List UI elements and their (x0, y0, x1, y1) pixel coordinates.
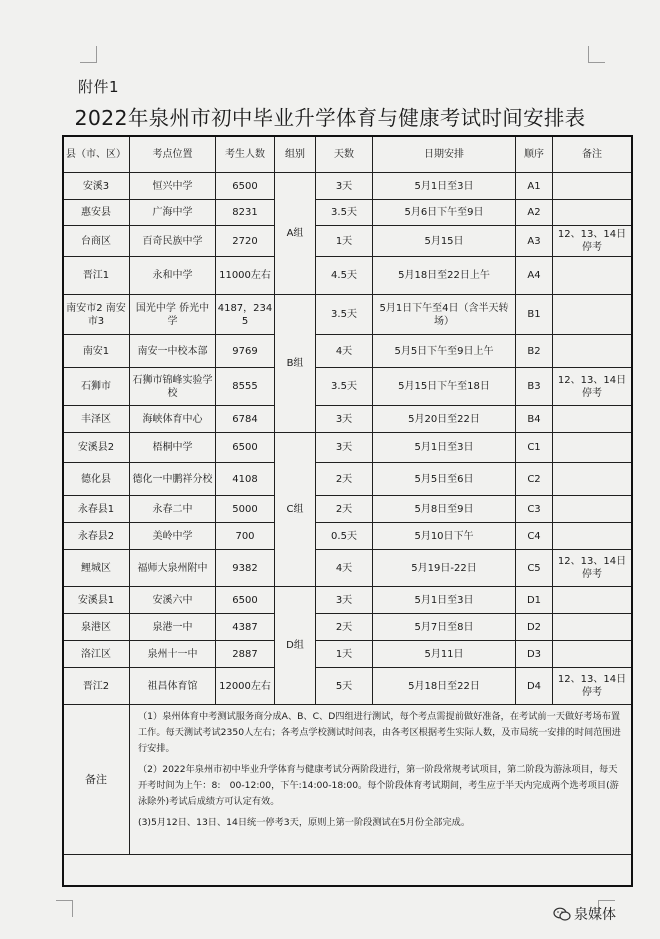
watermark (553, 904, 616, 924)
cell-days: 3.5天 (316, 295, 373, 335)
table-row (63, 641, 632, 668)
table-row (63, 368, 632, 406)
cell-dates: 5月10日下午 (373, 523, 516, 550)
table-row (63, 433, 632, 463)
cell-days: 2天 (316, 614, 373, 641)
cell-order: D1 (516, 587, 553, 614)
cell-remark: 12、13、14日停考 (553, 368, 632, 406)
cell-remark (553, 200, 632, 226)
notes-label: 备注 (63, 705, 130, 855)
cell-order: B3 (516, 368, 553, 406)
table-row (63, 335, 632, 368)
cell-dates: 5月18日至22日 (373, 668, 516, 705)
header-days: 天数 (316, 136, 373, 173)
cell-count: 2720 (216, 226, 275, 257)
cell-days: 3天 (316, 433, 373, 463)
cell-site: 永和中学 (130, 257, 216, 295)
watermark-text: 泉媒体 (574, 907, 616, 923)
cell-days: 3天 (316, 587, 373, 614)
cell-group: B组 (275, 295, 316, 433)
crop-mark-top-left (80, 46, 97, 63)
cell-site: 恒兴中学 (130, 173, 216, 200)
table-row (63, 463, 632, 496)
cell-count: 6500 (216, 173, 275, 200)
cell-dates: 5月5日至6日 (373, 463, 516, 496)
cell-order: B4 (516, 406, 553, 433)
cell-remark (553, 641, 632, 668)
cell-remark (553, 523, 632, 550)
cell-county: 泉港区 (63, 614, 130, 641)
cell-count: 2887 (216, 641, 275, 668)
cell-dates: 5月19日-22日 (373, 550, 516, 587)
notes-row (63, 705, 632, 855)
cell-county: 德化县 (63, 463, 130, 496)
cell-days: 2天 (316, 496, 373, 523)
cell-count: 8555 (216, 368, 275, 406)
cell-remark (553, 587, 632, 614)
header-site: 考点位置 (130, 136, 216, 173)
cell-days: 0.5天 (316, 523, 373, 550)
cell-dates: 5月5日下午至9日上午 (373, 335, 516, 368)
cell-remark (553, 335, 632, 368)
cell-dates: 5月1日至3日 (373, 173, 516, 200)
cell-remark (553, 463, 632, 496)
cell-remark (553, 433, 632, 463)
cell-dates: 5月1日至3日 (373, 587, 516, 614)
table-row (63, 614, 632, 641)
cell-order: D3 (516, 641, 553, 668)
cell-county: 永春县2 (63, 523, 130, 550)
cell-site: 百奇民族中学 (130, 226, 216, 257)
cell-days: 5天 (316, 668, 373, 705)
cell-dates: 5月7日至8日 (373, 614, 516, 641)
cell-site: 海峡体育中心 (130, 406, 216, 433)
table-row (63, 200, 632, 226)
table-row (63, 257, 632, 295)
cell-remark (553, 173, 632, 200)
table-row (63, 226, 632, 257)
cell-remark: 12、13、14日停考 (553, 226, 632, 257)
cell-site: 福师大泉州附中 (130, 550, 216, 587)
cell-county: 丰泽区 (63, 406, 130, 433)
cell-count: 11000左右 (216, 257, 275, 295)
cell-group: A组 (275, 173, 316, 295)
cell-order: C1 (516, 433, 553, 463)
cell-days: 4天 (316, 335, 373, 368)
header-dates: 日期安排 (373, 136, 516, 173)
cell-remark: 12、13、14日停考 (553, 550, 632, 587)
cell-site: 广海中学 (130, 200, 216, 226)
cell-remark (553, 295, 632, 335)
cell-order: C2 (516, 463, 553, 496)
cell-count: 8231 (216, 200, 275, 226)
header-count: 考生人数 (216, 136, 275, 173)
table-row (63, 668, 632, 705)
cell-order: D4 (516, 668, 553, 705)
cell-county: 台商区 (63, 226, 130, 257)
header-group: 组别 (275, 136, 316, 173)
cell-dates: 5月18日至22日上午 (373, 257, 516, 295)
cell-site: 泉州十一中 (130, 641, 216, 668)
table-row (63, 295, 632, 335)
notes-content (130, 705, 632, 855)
cell-county: 晋江2 (63, 668, 130, 705)
cell-days: 3.5天 (316, 200, 373, 226)
cell-days: 4.5天 (316, 257, 373, 295)
crop-mark-top-right (588, 46, 605, 63)
cell-county: 安溪县2 (63, 433, 130, 463)
header-county: 县（市、区） (63, 136, 130, 173)
attachment-label: 附件1 (78, 78, 120, 96)
cell-site: 梧桐中学 (130, 433, 216, 463)
cell-group: C组 (275, 433, 316, 587)
note-1: （1）泉州体育中考测试服务商分成A、B、C、D四组进行测试，每个考点需提前做好准备，在考试前一天做好考场布置工作。每天测试考试2350人左右；各考点学校测试时间表，由各考区根据考生实际人数，及市局统一安排的时间范围进行安排。 (138, 711, 621, 754)
table-row (63, 496, 632, 523)
cell-county: 石狮市 (63, 368, 130, 406)
cell-site: 泉港一中 (130, 614, 216, 641)
cell-count: 6500 (216, 433, 275, 463)
cell-group: D组 (275, 587, 316, 705)
cell-count: 6784 (216, 406, 275, 433)
cell-order: B2 (516, 335, 553, 368)
cell-county: 晋江1 (63, 257, 130, 295)
cell-remark (553, 614, 632, 641)
cell-order: A3 (516, 226, 553, 257)
crop-mark-bottom-left (56, 900, 73, 917)
cell-site: 南安一中校本部 (130, 335, 216, 368)
cell-days: 2天 (316, 463, 373, 496)
table-row (63, 523, 632, 550)
cell-county: 安溪3 (63, 173, 130, 200)
cell-dates: 5月20日至22日 (373, 406, 516, 433)
table-row (63, 587, 632, 614)
table-row (63, 173, 632, 200)
cell-order: C4 (516, 523, 553, 550)
table-row (63, 406, 632, 433)
cell-site: 国光中学 侨光中学 (130, 295, 216, 335)
wechat-icon (553, 907, 571, 921)
cell-county: 洛江区 (63, 641, 130, 668)
note-2: （2）2022年泉州市初中毕业升学体育与健康考试分两阶段进行，第一阶段常规考试项目，第二阶段为游泳项目，每天开考时间为上午：8: 00-12:00，下午:14:00-18:00。每个阶段体育考试期间，考生应于半天内完成两个选考项目(游泳除外)考试后成绩方可认定有效。 (138, 764, 619, 807)
cell-county: 惠安县 (63, 200, 130, 226)
cell-count: 4387 (216, 614, 275, 641)
cell-order: C5 (516, 550, 553, 587)
schedule-table (62, 135, 632, 855)
header-row (63, 136, 632, 173)
cell-remark: 12、13、14日停考 (553, 668, 632, 705)
cell-days: 1天 (316, 641, 373, 668)
table-row (63, 550, 632, 587)
cell-dates: 5月11日 (373, 641, 516, 668)
cell-dates: 5月15日下午至18日 (373, 368, 516, 406)
cell-days: 1天 (316, 226, 373, 257)
cell-county: 南安市2 南安市3 (63, 295, 130, 335)
cell-count: 4187，2345 (216, 295, 275, 335)
page-title: 2022年泉州市初中毕业升学体育与健康考试时间安排表 (74, 106, 586, 130)
cell-dates: 5月1日至3日 (373, 433, 516, 463)
cell-site: 石狮市锦峰实验学校 (130, 368, 216, 406)
cell-order: D2 (516, 614, 553, 641)
cell-count: 700 (216, 523, 275, 550)
cell-days: 4天 (316, 550, 373, 587)
cell-order: C3 (516, 496, 553, 523)
cell-count: 12000左右 (216, 668, 275, 705)
cell-dates: 5月6日下午至9日 (373, 200, 516, 226)
cell-days: 3天 (316, 173, 373, 200)
cell-count: 5000 (216, 496, 275, 523)
cell-site: 祖昌体育馆 (130, 668, 216, 705)
cell-order: A4 (516, 257, 553, 295)
cell-count: 9382 (216, 550, 275, 587)
cell-county: 鲤城区 (63, 550, 130, 587)
cell-site: 德化一中鹏祥分校 (130, 463, 216, 496)
header-order: 顺序 (516, 136, 553, 173)
cell-remark (553, 257, 632, 295)
cell-dates: 5月15日 (373, 226, 516, 257)
cell-count: 9769 (216, 335, 275, 368)
cell-site: 安溪六中 (130, 587, 216, 614)
cell-remark (553, 496, 632, 523)
cell-remark (553, 406, 632, 433)
cell-dates: 5月8日至9日 (373, 496, 516, 523)
cell-order: A1 (516, 173, 553, 200)
cell-count: 6500 (216, 587, 275, 614)
cell-order: A2 (516, 200, 553, 226)
cell-site: 永春二中 (130, 496, 216, 523)
cell-count: 4108 (216, 463, 275, 496)
cell-dates: 5月1日下午至4日（含半天转场） (373, 295, 516, 335)
cell-county: 安溪县1 (63, 587, 130, 614)
cell-county: 永春县1 (63, 496, 130, 523)
cell-days: 3.5天 (316, 368, 373, 406)
cell-order: B1 (516, 295, 553, 335)
cell-site: 美岭中学 (130, 523, 216, 550)
header-remark: 备注 (553, 136, 632, 173)
note-3: (3)5月12日、13日、14日统一停考3天，原则上第一阶段测试在5月份全部完成。 (138, 817, 471, 828)
cell-county: 南安1 (63, 335, 130, 368)
cell-days: 3天 (316, 406, 373, 433)
